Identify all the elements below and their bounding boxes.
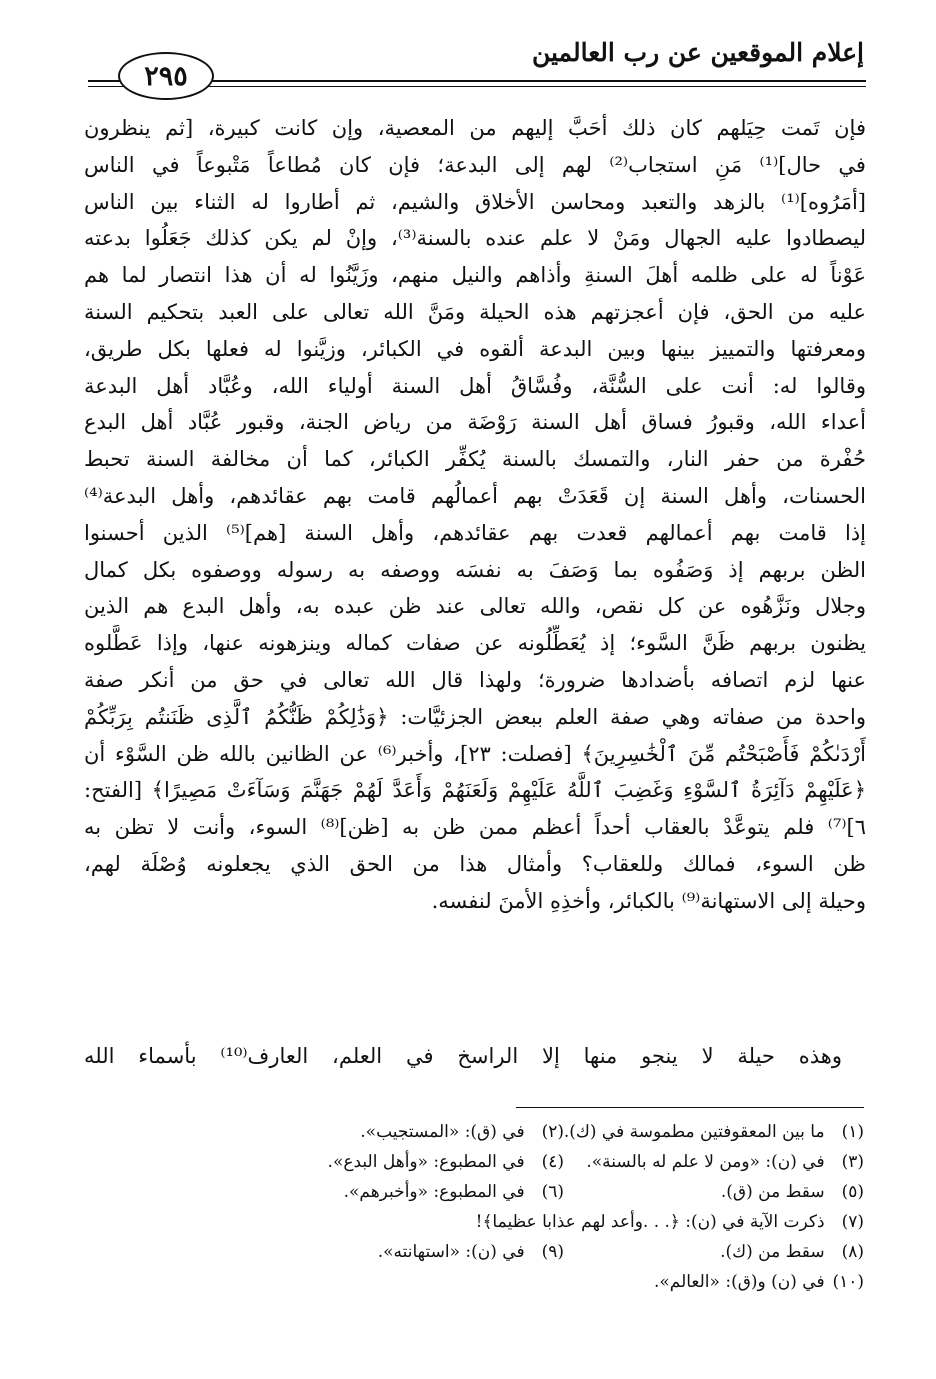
footnote-row — [304, 1177, 864, 1207]
footnote — [378, 1237, 564, 1267]
footnote-number: (٩) — [541, 1242, 564, 1262]
footnote — [328, 1147, 564, 1177]
text-line: واحدة من صفاته وهي صفة العلم ببعض الجزئيَّات: ﴿وَذَٰلِكُمْ ظَنُّكُمُ ٱلَّذِى ظَنَنتُم بِرَبِّكُمْ — [84, 704, 866, 729]
text-line: الحسنات، وأهل السنة إن قَعَدَتْ بهم أعمالُهم قامت بهم عقائدهم، وأهل البدعة⁽⁴⁾ — [84, 483, 866, 508]
text-line: أعداء الله، وقبورُ فساق أهل السنة رَوْضَة من رياض الجنة، وقبور عُبَّاد أهل البدع — [84, 410, 866, 435]
text-line: في حال]⁽¹⁾ مَنِ استجاب⁽²⁾ لهم إلى البدعة؛ فإن كان مُطاعاً مَتْبوعاً في الناس — [84, 152, 866, 177]
page-number: ٢٩٥ — [118, 52, 214, 100]
footnote-row — [304, 1147, 864, 1177]
footnote-number: (١٠) — [832, 1272, 864, 1292]
paragraph-2: وهذه حيلة لا ينجو منها إلا الراسخ في العلم، العارف⁽¹⁰⁾ بأسماء الله — [84, 1044, 842, 1068]
footnote — [720, 1237, 864, 1267]
text-line: ومعرفتها والتمييز بينها وبين البدعة ألقوه في الكبائر، وزيَّنوا له فعلها بكل طريق، — [84, 336, 866, 361]
footnote-number: (٤) — [541, 1152, 564, 1172]
footnote-row — [304, 1237, 864, 1267]
footnote-text: ما بين المعقوفتين مطموسة في (ك). — [563, 1122, 825, 1142]
text-line: حُفْرة من حفر النار، والتمسك بالسنة يُكفِّر الكبائر، كما أن مخالفة السنة تحبط — [84, 447, 866, 472]
footnote-row — [304, 1207, 864, 1237]
footnote-number: (٥) — [841, 1182, 864, 1202]
text-line: عنها لزم اتصافه بأضدادها ضرورة؛ ولهذا قال الله تعالى في حق من أنكر صفة — [84, 667, 866, 692]
footnote-text: في (ق): «المستجيب». — [360, 1122, 525, 1142]
text-line: وجلال ونَزَّهُوه عن كل نقص، والله تعالى عند ظن عبده به، وأهل البدع هم الذين — [84, 594, 866, 619]
footnote-text: في المطبوع: «وأخبرهم». — [343, 1182, 525, 1202]
footnote — [564, 1117, 864, 1147]
footnote-number: (١) — [841, 1122, 864, 1142]
text-line: عليه من الحق، فإن أعجزتهم هذه الحيلة ومَنَّ الله تعالى على العبد بتحكيم السنة — [84, 299, 866, 324]
footnotes — [304, 1117, 864, 1297]
footnote-number: (٣) — [841, 1152, 864, 1172]
footnote-text: في (ن) و(ق): «العالم». — [653, 1272, 825, 1292]
text-line: الظن بربهم إذ وَصَفُوه بما وَصَفَ به نفسَه ووصفه به رسوله ووصفوه بكل كمال — [84, 557, 866, 582]
footnote-number: (٨) — [841, 1242, 864, 1262]
text-line: وحيلة إلى الاستهانة⁽⁹⁾ بالكبائر، وأخذِهِ الأمنَ لنفسه. — [431, 888, 866, 913]
footnote-text: في (ن): «استهانته». — [377, 1242, 525, 1262]
footnote-row — [304, 1267, 864, 1297]
text-line: فإن تَمت حِيَلهم كان ذلك أحَبَّ إليهم من المعصية، وإن كانت كبيرة، [ثم ينظرون — [84, 116, 866, 140]
text-line: وقالوا له: أنت على السُّنَّة، وفُسَّاقُ أهل السنة أولياء الله، وعُبَّاد أهل البدعة — [84, 373, 866, 398]
text-line: يظنون بربهم ظَنَّ السَّوء؛ إذ يُعَطِّلُونه عن صفات كماله وينزهونه عنها، وإذا عَطَّلوه — [84, 631, 866, 656]
text-line: أَرْدَىٰكُمْ فَأَصْبَحْتُم مِّنَ ٱلْخَٰسِرِينَ﴾ [فصلت: ٢٣]، وأخبر⁽⁶⁾ عن الظانين بالله ظن السَّوْء أن — [84, 741, 866, 766]
footnote — [721, 1177, 864, 1207]
text-line: ليصطادوا عليه الجهال ومَنْ لا علم عنده بالسنة⁽³⁾، وإنْ لم يكن كذلك جَعَلُوا بدعته — [84, 226, 866, 251]
main-text — [84, 110, 866, 920]
footnote-number: (٢) — [541, 1122, 564, 1142]
footnote — [654, 1267, 864, 1297]
text-line: عَوْناً له على ظلمه أهلَ السنةِ وأذاهم والنيل منهم، وزَيَّنُوا له أن هذا انتصار لما هم — [84, 263, 866, 288]
running-title: إعلام الموقعين عن رب العالمين — [531, 38, 864, 67]
text-line: إذا قامت بهم أعمالهم قعدت بهم عقائدهم، وأهل السنة [هم]⁽⁵⁾ الذين أحسنوا — [84, 520, 866, 545]
footnote-text: في (ن): «ومن لا علم له بالسنة». — [586, 1152, 825, 1172]
footnote — [476, 1207, 864, 1237]
text-line: ﴿عَلَيْهِمْ دَآئِرَةُ ٱلسَّوْءِ وَغَضِبَ ٱللَّهُ عَلَيْهِمْ وَلَعَنَهُمْ وَأَعَدَّ لَهُمْ جَهَنَّمَ وَسَآءَتْ مَصِيرًا﴾ [الفتح: — [84, 778, 866, 803]
footnote-text: ذكرت الآية في (ن): ﴿. . .وأعد لهم عذابا عظيما﴾! — [475, 1212, 825, 1232]
text-line: [أمَرُوه]⁽¹⁾ بالزهد والتعبد ومحاسن الأخلاق والشيم، ثم أطاروا له الثناء بين الناس — [84, 189, 866, 214]
footnote — [360, 1117, 564, 1147]
footnote-text: سقط من (ك). — [720, 1242, 825, 1262]
footnote-text: سقط من (ق). — [720, 1182, 825, 1202]
footnote-number: (٦) — [541, 1182, 564, 1202]
footnote-text: في المطبوع: «وأهل البدع». — [327, 1152, 525, 1172]
text-line: ظن السوء، فمالك وللعقاب؟ وأمثال هذا من الحق الذي يجعلونه وُصْلَة لهم، — [84, 851, 866, 876]
footnote — [586, 1147, 864, 1177]
text-line: ٦]⁽⁷⁾ فلم يتوعَّدْ بالعقاب أحداً أعظم ممن ظن به [ظن]⁽⁸⁾ السوء، وأنت لا تظن به — [84, 815, 866, 840]
footnote-separator — [516, 1107, 864, 1108]
footnote-number: (٧) — [841, 1212, 864, 1232]
footnote-row — [304, 1117, 864, 1147]
footnote — [344, 1177, 564, 1207]
